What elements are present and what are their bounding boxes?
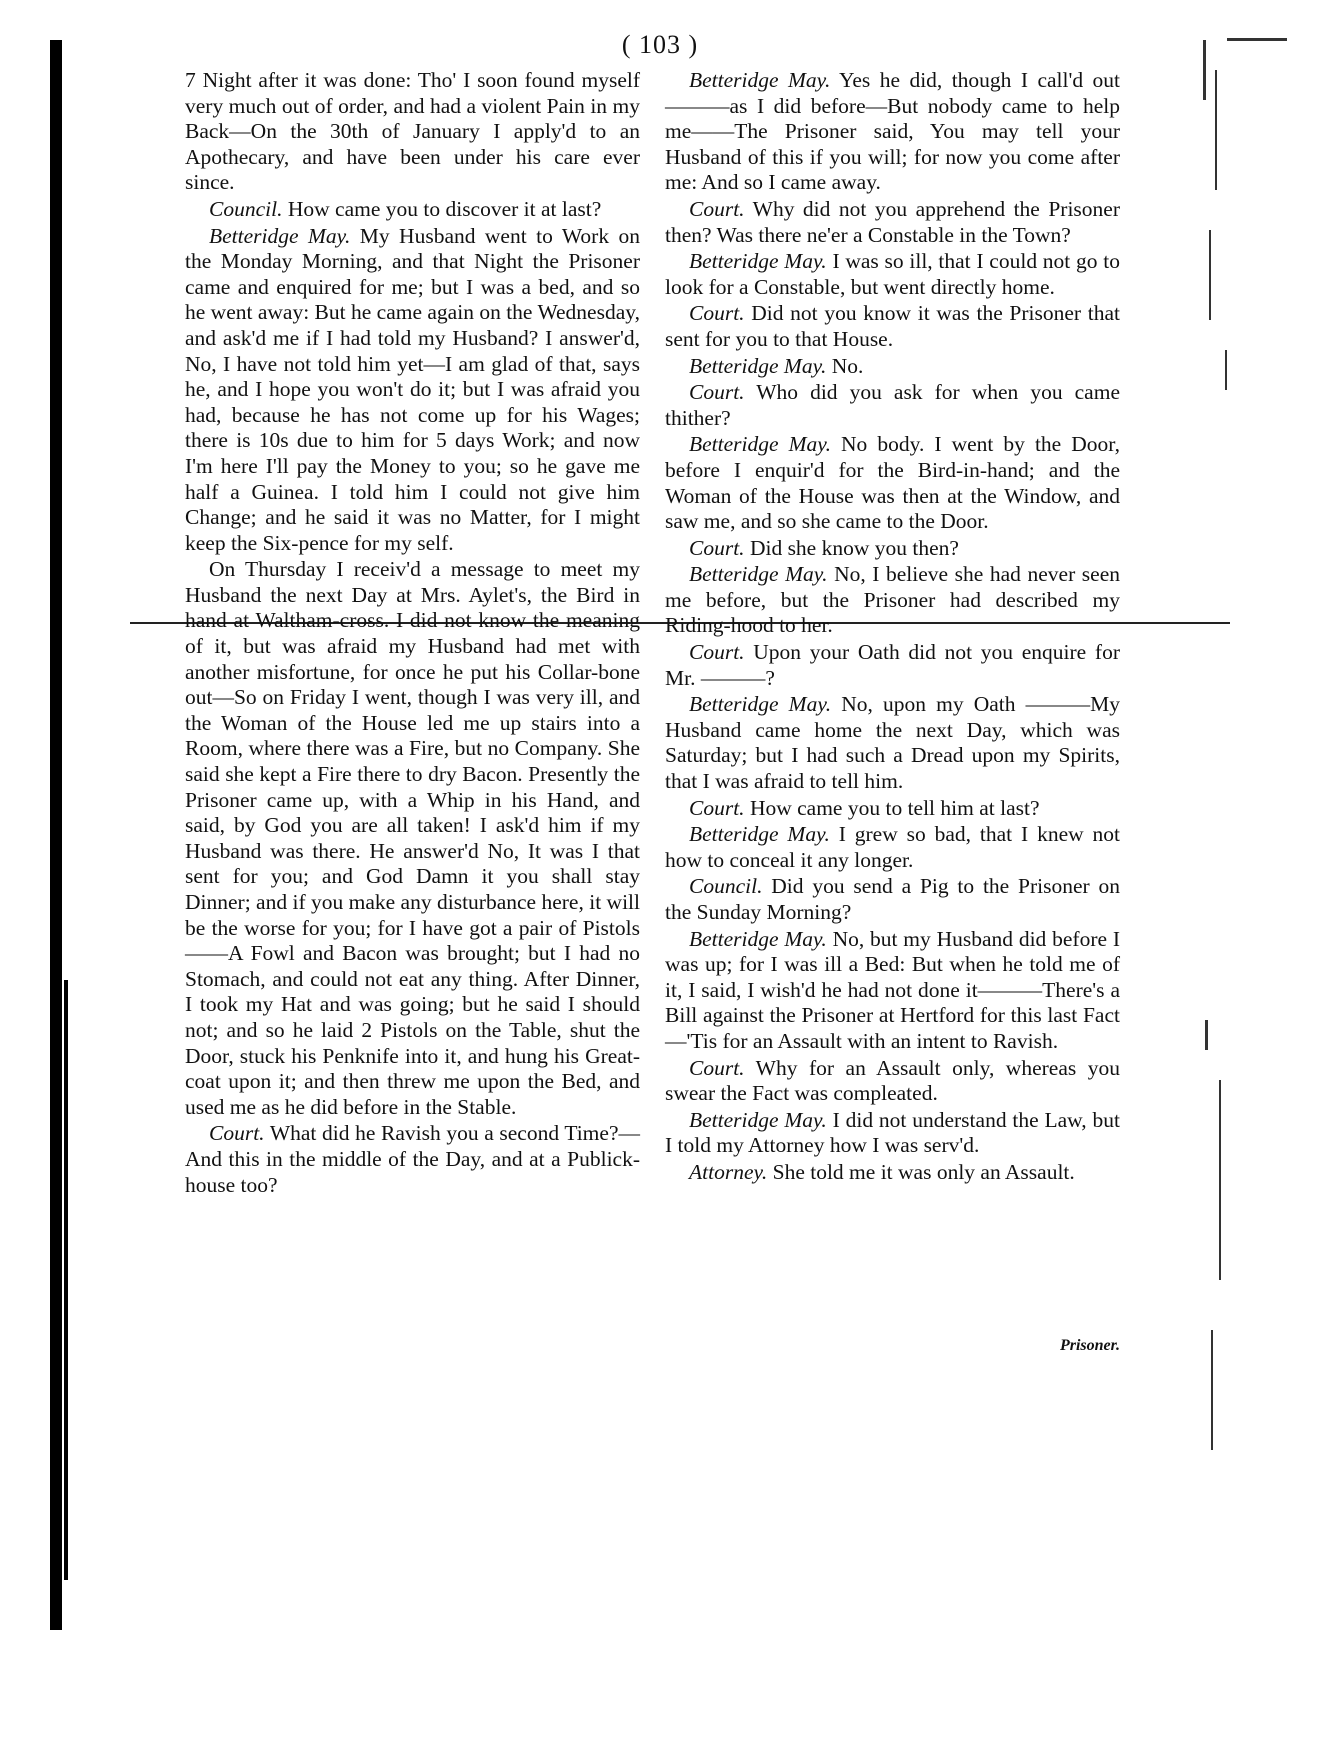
paragraph [665, 380, 1120, 431]
speaker-label: Betteridge May. [689, 68, 831, 92]
speaker-label: Betteridge May. [209, 223, 351, 248]
speaker-label: Court. [689, 640, 745, 665]
paragraph [665, 301, 1120, 352]
paragraph [665, 692, 1120, 794]
page-number: ( 103 ) [621, 30, 699, 59]
paragraph [185, 1121, 640, 1198]
paragraph-text: Did not you know it was the Prisoner that sent for you to that House. [665, 301, 1120, 351]
paragraph [665, 536, 1120, 562]
paragraph-text: I was so ill, that I could not go to look for a Constable, but went directly home. [665, 249, 1120, 299]
paragraph-text: Upon your Oath did not you enquire for Mr. ———? [665, 640, 1120, 690]
binding-shadow-inner [64, 980, 68, 1580]
paragraph [665, 197, 1120, 248]
speaker-label: Court. [689, 535, 745, 560]
paragraph [185, 197, 640, 223]
paragraph-text: Did she know you then? [749, 535, 959, 560]
paragraph-text: Yes he did, though I call'd out———as I did before—But nobody came to help me——The Prisoner said, You may tell your Husband of this if you will; for now you come after me: And so I came away. [665, 68, 1120, 195]
speaker-label: Court. [689, 196, 745, 221]
speaker-label: Betteridge May. [689, 249, 827, 274]
paragraph [665, 354, 1120, 380]
paragraph-text: What did he Ravish you a second Time?—And this in the middle of the Day, and at a Publick-house too? [185, 1121, 640, 1197]
catchword-line [665, 1337, 1120, 1355]
speaker-label: Betteridge May. [689, 562, 828, 587]
paragraph [665, 1160, 1120, 1186]
paragraph [665, 1056, 1120, 1107]
paragraph-text: My Husband went to Work on the Monday Morning, and that Night the Prisoner came and enquired for me; but I was a bed, and so he went away: But he came again on the Wednesday, and ask'd me if I had told my Husband? I answer'd, No, I have not told him yet—I am glad of that, says he, and I hope you won't do it; but I was afraid you had, because he has not come up for his Wages; there is 10s due to him for 5 days Work; and now I'm here I'll pay the Money to you; so he gave me half a Guinea. I told him I could not give him Change; and he said it was no Matter, for I might keep the Six-pence for my self. [185, 223, 640, 555]
paragraph-text: Why did not you apprehend the Prisoner then? Was there ne'er a Constable in the Town? [665, 196, 1120, 247]
paragraph [185, 68, 640, 196]
speaker-label: Court. [689, 380, 745, 405]
paragraph-text: No, but my Husband did before I was up; for I was ill a Bed: But when he told me of it, I said, I wish'd he had not done it———There's a Bill against the Prisoner at Hertford for this last Fact—'Tis for an Assault with an intent to Ravish. [665, 926, 1120, 1053]
paragraph-text: I did not understand the Law, but I told my Attorney how I was serv'd. [665, 1107, 1120, 1158]
speaker-label: Betteridge May. [689, 1107, 827, 1132]
paragraph [665, 796, 1120, 822]
paragraph-text: 7 Night after it was done: Tho' I soon found myself very much out of order, and had a violent Pain in my Back—On the 30th of January I apply'd to an Apothecary, and have been under his care ever since. [185, 68, 640, 195]
paragraph [185, 557, 640, 1120]
right-column [665, 68, 1120, 1187]
speaker-label: Court. [689, 301, 745, 326]
scan-edge-noise [1195, 30, 1255, 1730]
speaker-label: Council. [689, 874, 763, 899]
speaker-label: Court. [689, 795, 745, 820]
paragraph [185, 224, 640, 557]
paragraph-text: On Thursday I receiv'd a message to meet my Husband the next Day at Mrs. Aylet's, the Bird in hand at Waltham-cross. I did not know the meaning of it, but was afraid my Husband had met with another misfortune, for once he put his Collar-bone out—So on Friday I went, though I was very ill, and the Woman of the House led me up stairs into a Room, where there was a Fire, but no Company. She said she kept a Fire there to dry Bacon. Presently the Prisoner came up, with a Whip in his Hand, and said, by God you are all taken! I ask'd him if my Husband was there. He answer'd No, It was I that sent for you; and God Damn it you shall stay Dinner; and if you make any disturbance here, it will be the worse for you; for I have got a pair of Pistols——A Fowl and Bacon was brought; but I had no Stomach, and could not eat any thing. After Dinner, I took my Hat and was going; but he said I should not; and so he laid 2 Pistols on the Table, shut the Door, stuck his Penknife into it, and hung his Great-coat upon it; and then threw me upon the Bed, and used me as he did before in the Stable. [185, 557, 640, 1119]
paragraph-text: I grew so bad, that I knew not how to conceal it any longer. [665, 822, 1120, 872]
paragraph-text: No, upon my Oath ———My Husband came home the next Day, which was Saturday; but I had such a Dread upon my Spirits, that I was afraid to tell him. [665, 692, 1120, 794]
paragraph-text: Why for an Assault only, whereas you swear the Fact was compleated. [665, 1055, 1120, 1106]
paragraph [665, 822, 1120, 873]
paragraph [665, 927, 1120, 1055]
left-column [185, 68, 640, 1199]
speaker-label: Court. [689, 1055, 745, 1080]
paragraph [665, 68, 1120, 196]
paragraph-text: Did you send a Pig to the Prisoner on the Sunday Morning? [665, 874, 1120, 924]
speaker-label: Betteridge May. [689, 822, 830, 847]
paragraph [665, 562, 1120, 639]
paragraph-text: She told me it was only an Assault. [772, 1159, 1075, 1184]
speaker-label: Betteridge May. [689, 353, 827, 378]
catchword: Prisoner. [1059, 1337, 1120, 1354]
speaker-label: Betteridge May. [689, 926, 827, 951]
speaker-label: Betteridge May. [689, 432, 831, 457]
paragraph [665, 1108, 1120, 1159]
speaker-label: Council. [209, 196, 283, 221]
paragraph [665, 249, 1120, 300]
paragraph-text: No body. I went by the Door, before I enquir'd for the Bird-in-hand; and the Woman of the House was then at the Window, and saw me, and so she came to the Door. [665, 432, 1120, 534]
paragraph-text: How came you to tell him at last? [749, 795, 1040, 820]
paragraph [665, 432, 1120, 534]
paragraph-text: No. [831, 353, 864, 378]
paragraph-text: How came you to discover it at last? [287, 196, 602, 221]
binding-shadow [50, 40, 62, 1630]
paragraph [665, 640, 1120, 691]
speaker-label: Attorney. [689, 1159, 768, 1184]
paragraph [665, 874, 1120, 925]
speaker-label: Betteridge May. [689, 692, 832, 717]
speaker-label: Court. [209, 1121, 265, 1146]
paragraph-text: Who did you ask for when you came thither? [665, 380, 1120, 430]
paragraph-text: No, I believe she had never seen me before, but the Prisoner had described my Riding-hood to her. [665, 562, 1120, 638]
